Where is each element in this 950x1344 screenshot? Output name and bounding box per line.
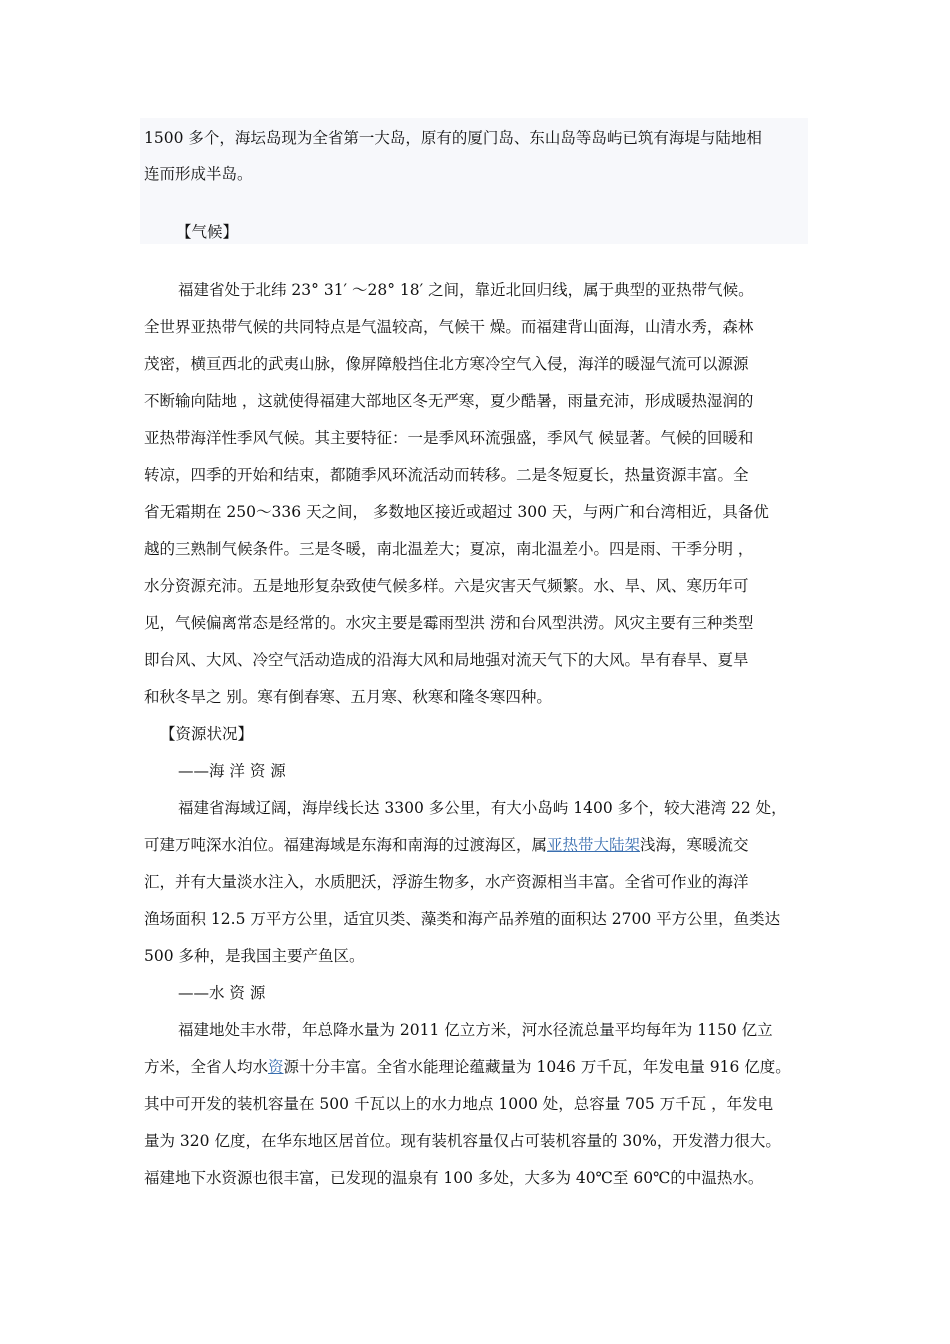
climate-line: 亚热带海洋性季风气候。其主要特征：一是季风环流强盛，季风气 候显著。气候的回暖和 (144, 429, 754, 447)
intro-line-1: 1500 多个，海坛岛现为全省第一大岛，原有的厦门岛、东山岛等岛屿已筑有海堤与陆地相 (144, 129, 762, 147)
ocean-line-2-before: 可建万吨深水泊位。福建海域是东海和南海的过渡海区，属 (144, 836, 548, 854)
climate-line: 水分资源充沛。五是地形复杂致使气候多样。六是灾害天气频繁。水、旱、风、寒历年可 (144, 577, 749, 595)
climate-line: 和秋冬旱之 别。寒有倒春寒、五月寒、秋寒和隆冬寒四种。 (144, 688, 552, 706)
water-line-2 (144, 1056, 824, 1078)
climate-heading: 【气候】 (176, 223, 239, 241)
ocean-line-4: 渔场面积 12.5 万平方公里，适宜贝类、藻类和海产品养殖的面积达 2700 平方公里，鱼类达 (144, 910, 781, 928)
water-line-2-after: 源十分丰富。全省水能理论蕴藏量为 1046 万千瓦，年发电量 916 亿度。 (283, 1058, 791, 1076)
subtropical-shelf-link[interactable]: 亚热带大陆架 (547, 836, 641, 854)
water-subheading: ——水 资 源 (178, 984, 266, 1002)
water-line-5: 福建地下水资源也很丰富，已发现的温泉有 100 多处，大多为 40℃至 60℃的中温热水。 (144, 1169, 764, 1187)
climate-line: 全世界亚热带气候的共同特点是气温较高，气候干 燥。而福建背山面海，山清水秀，森林 (144, 318, 754, 336)
climate-line: 福建省处于北纬 23° 31′ ～28° 18′ 之间，靠近北回归线，属于典型的亚热带气候。 (178, 281, 754, 299)
resource-link[interactable]: 资 (268, 1058, 284, 1076)
ocean-subheading: ——海 洋 资 源 (178, 762, 286, 780)
climate-line: 越的三熟制气候条件。三是冬暖，南北温差大；夏凉，南北温差小。四是雨、干季分明 ， (144, 540, 754, 558)
intro-line-2: 连而形成半岛。 (144, 165, 253, 183)
climate-line: 即台风、大风、冷空气活动造成的沿海大风和局地强对流天气下的大风。旱有春旱、夏旱 (144, 651, 749, 669)
water-line-4: 量为 320 亿度，在华东地区居首位。现有装机容量仅占可装机容量的 30%，开发潜力很大。 (144, 1132, 781, 1150)
climate-line: 不断输向陆地 ，这就使得福建大部地区冬无严寒，夏少酷暑，雨量充沛，形成暖热湿润的 (144, 392, 754, 410)
climate-line: 茂密，横亘西北的武夷山脉，像屏障般挡住北方寒冷空气入侵，海洋的暖湿气流可以源源 (144, 355, 749, 373)
climate-line: 转凉，四季的开始和结束，都随季风环流活动而转移。二是冬短夏长，热量资源丰富。全 (144, 466, 749, 484)
climate-line: 省无霜期在 250～336 天之间， 多数地区接近或超过 300 天，与两广和台湾相近，具备优 (144, 503, 769, 521)
ocean-line-1: 福建省海域辽阔，海岸线长达 3300 多公里，有大小岛屿 1400 多个，较大港湾 22 处， (178, 799, 787, 817)
resources-heading: 【资源状况】 (160, 725, 254, 743)
water-line-1: 福建地处丰水带，年总降水量为 2011 亿立方米，河水径流总量平均每年为 1150 亿立 (178, 1021, 773, 1039)
ocean-line-2-after: 浅海，寒暖流交 (640, 836, 749, 854)
climate-line: 见，气候偏离常态是经常的。水灾主要是霉雨型洪 涝和台风型洪涝。风灾主要有三种类型 (144, 614, 754, 632)
water-line-3: 其中可开发的装机容量在 500 千瓦以上的水力地点 1000 处，总容量 705 万千瓦 ，年发电 (144, 1095, 774, 1113)
ocean-line-5: 500 多种，是我国主要产鱼区。 (144, 947, 365, 965)
ocean-line-2 (144, 834, 824, 856)
ocean-line-3: 汇，并有大量淡水注入，水质肥沃，浮游生物多，水产资源相当丰富。全省可作业的海洋 (144, 873, 749, 891)
water-line-2-before: 方米，全省人均水 (144, 1058, 269, 1076)
